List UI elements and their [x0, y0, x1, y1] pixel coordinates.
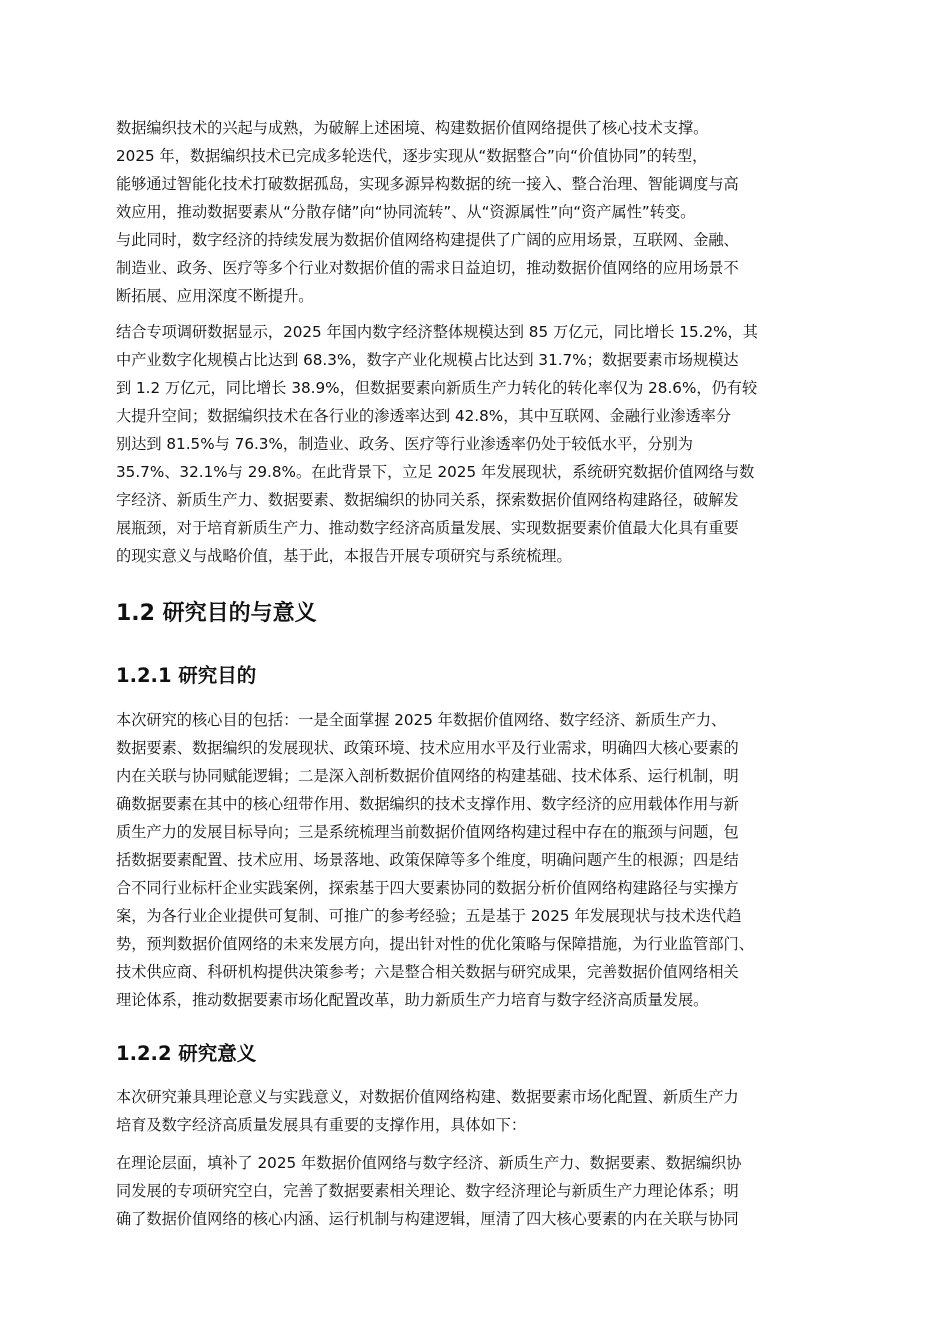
text-line: 断拓展、应用深度不断提升。 — [116, 287, 314, 305]
text-line: 本次研究兼具理论意义与实践意义，对数据价值网络构建、数据要素市场化配置、新质生产力 — [116, 1088, 739, 1106]
text-line: 的现实意义与战略价值，基于此，本报告开展专项研究与系统梳理。 — [116, 547, 572, 565]
subsection-heading-significance: 1.2.2 研究意义 — [116, 1042, 257, 1065]
text-line: 括数据要素配置、技术应用、场景落地、政策保障等多个维度，明确问题产生的根源；四是结 — [116, 851, 739, 869]
text-line: 到 1.2 万亿元，同比增长 38.9%，但数据要素向新质生产力转化的转化率仅为 28.6%，仍有较 — [116, 379, 758, 397]
text-line: 效应用，推动数据要素从“分散存储”向“协同流转”、从“资源属性”向“资产属性”转变。 — [116, 203, 696, 221]
text-line: 中产业数字化规模占比达到 68.3%，数字产业化规模占比达到 31.7%；数据要素市场规模达 — [116, 351, 739, 369]
text-line: 确数据要素在其中的核心纽带作用、数据编织的技术支撑作用、数字经济的应用载体作用与新 — [116, 795, 739, 813]
text-line: 培育及数字经济高质量发展具有重要的支撑作用，具体如下： — [116, 1116, 527, 1134]
text-line: 数据编织技术的兴起与成熟，为破解上述困境、构建数据价值网络提供了核心技术支撑。 — [116, 119, 709, 137]
text-line: 2025 年，数据编织技术已完成多轮迭代，逐步实现从“数据整合”向“价值协同”的转型， — [116, 147, 708, 165]
text-line: 势，预判数据价值网络的未来发展方向，提出针对性的优化策略与保障措施，为行业监管部门、 — [116, 935, 754, 953]
text-line: 大提升空间；数据编织技术在各行业的渗透率达到 42.8%，其中互联网、金融行业渗透率分 — [116, 407, 732, 425]
text-line: 结合专项调研数据显示，2025 年国内数字经济整体规模达到 85 万亿元，同比增长 15.2%，其 — [116, 323, 758, 341]
text-line: 别达到 81.5%与 76.3%，制造业、政务、医疗等行业渗透率仍处于较低水平，分别为 — [116, 435, 693, 453]
text-line: 确了数据价值网络的核心内涵、运行机制与构建逻辑，厘清了四大核心要素的内在关联与协同 — [116, 1210, 739, 1228]
text-line: 本次研究的核心目的包括：一是全面掌握 2025 年数据价值网络、数字经济、新质生产力、 — [116, 711, 727, 729]
text-line: 字经济、新质生产力、数据要素、数据编织的协同关系，探索数据价值网络构建路径，破解发 — [116, 491, 739, 509]
text-line: 35.7%、32.1%与 29.8%。在此背景下，立足 2025 年发展现状，系统研究数据价值网络与数 — [116, 463, 755, 481]
text-line: 质生产力的发展目标导向；三是系统梳理当前数据价值网络构建过程中存在的瓶颈与问题，包 — [116, 823, 739, 841]
text-line: 内在关联与协同赋能逻辑；二是深入剖析数据价值网络的构建基础、技术体系、运行机制，明 — [116, 767, 739, 785]
text-line: 理论体系，推动数据要素市场化配置改革，助力新质生产力培育与数字经济高质量发展。 — [116, 991, 709, 1009]
text-line: 制造业、政务、医疗等多个行业对数据价值的需求日益迫切，推动数据价值网络的应用场景不 — [116, 259, 739, 277]
text-line: 案，为各行业企业提供可复制、可推广的参考经验；五是基于 2025 年发展现状与技术迭代趋 — [116, 907, 742, 925]
text-line: 合不同行业标杆企业实践案例，探索基于四大要素协同的数据分析价值网络构建路径与实操方 — [116, 879, 739, 897]
text-line: 与此同时，数字经济的持续发展为数据价值网络构建提供了广阔的应用场景，互联网、金融、 — [116, 231, 739, 249]
text-line: 在理论层面，填补了 2025 年数据价值网络与数字经济、新质生产力、数据要素、数据编织协 — [116, 1154, 742, 1172]
text-line: 同发展的专项研究空白，完善了数据要素相关理论、数字经济理论与新质生产力理论体系；明 — [116, 1182, 739, 1200]
text-line: 能够通过智能化技术打破数据孤岛，实现多源异构数据的统一接入、整合治理、智能调度与高 — [116, 175, 739, 193]
text-line: 技术供应商、科研机构提供决策参考；六是整合相关数据与研究成果，完善数据价值网络相关 — [116, 963, 739, 981]
section-heading: 1.2 研究目的与意义 — [116, 601, 317, 626]
subsection-heading-purpose: 1.2.1 研究目的 — [116, 664, 257, 687]
text-line: 数据要素、数据编织的发展现状、政策环境、技术应用水平及行业需求，明确四大核心要素的 — [116, 739, 739, 757]
text-line: 展瓶颈，对于培育新质生产力、推动数字经济高质量发展、实现数据要素价值最大化具有重要 — [116, 519, 739, 537]
